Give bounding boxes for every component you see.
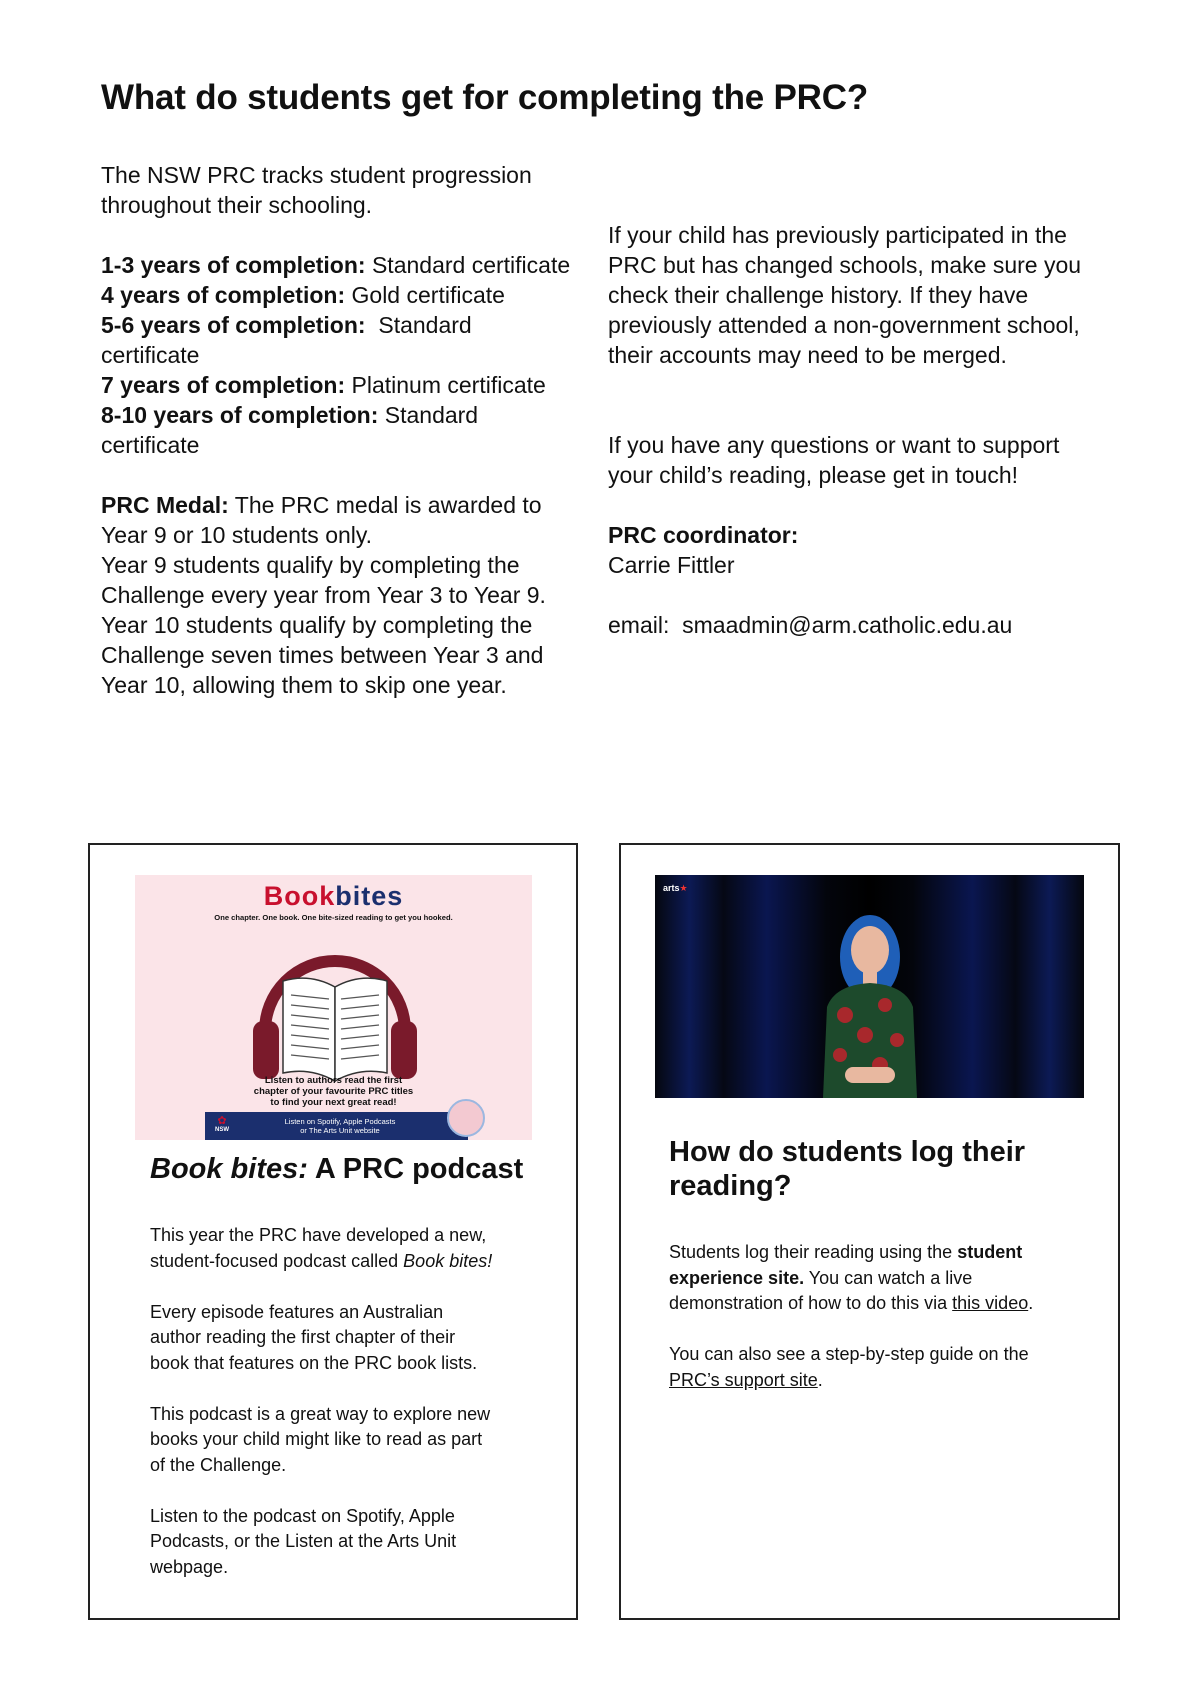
medal-line: Year 9 students qualify by completing the (101, 552, 520, 578)
presenter-figure (805, 905, 935, 1098)
arts-unit-logo: arts★ (663, 883, 688, 893)
level-1-3: 1-3 years of completion: Standard certificate (101, 252, 571, 278)
questions-line: If you have any questions or want to support (608, 432, 1060, 458)
left-column (101, 160, 601, 700)
support-site-link[interactable]: PRC’s support site (669, 1369, 818, 1390)
level-4: 4 years of completion: Gold certificate (101, 282, 505, 308)
podcast-card-body: This year the PRC have developed a new, student-focused podcast called Book bites! Every episode features an Australian author reading the first chapter of their book that features on the PRC book lists. This podcast is a great way to explore new books your child might like to read as part of the Challenge. Listen to the podcast on Spotify, Apple Podcasts, or the Listen at the Arts Unit webpage. (150, 1225, 493, 1577)
bookbites-footer-bar (205, 1112, 468, 1140)
level-7: 7 years of completion: Platinum certificate (101, 372, 546, 398)
medal-line: PRC Medal: The PRC medal is awarded to (101, 492, 542, 518)
medal-line: Year 9 or 10 students only. (101, 522, 373, 548)
coordinator-label: PRC coordinator: (608, 522, 799, 548)
headphones-book-icon (245, 921, 425, 1091)
email-link[interactable]: smaadmin@arm.catholic.edu.au (682, 612, 1013, 638)
history-line: their accounts may need to be merged. (608, 342, 1007, 368)
podcast-badge-icon (447, 1099, 485, 1137)
bookbites-callout: Listen to authors read the first chapter of your favourite PRC titles to find your next great read! (253, 1075, 414, 1108)
bookbites-footer-text: Listen on Spotify, Apple Podcasts or The Arts Unit website (284, 1117, 396, 1135)
intro-line: The NSW PRC tracks student progression (101, 162, 532, 188)
bookbites-tagline: One chapter. One book. One bite-sized reading to get you hooked. (214, 913, 453, 922)
right-column (608, 220, 1128, 640)
medal-line: Challenge seven times between Year 3 and (101, 642, 544, 668)
podcast-card (88, 843, 578, 1620)
level-5-6: 5-6 years of completion: Standard (101, 312, 472, 338)
history-line: PRC but has changed schools, make sure you (608, 252, 1082, 278)
level-5-6-cont: certificate (101, 342, 200, 368)
podcast-card-title: Book bites: A PRC podcast (150, 1153, 524, 1185)
history-line: check their challenge history. If they have (608, 282, 1029, 308)
level-8-10: 8-10 years of completion: Standard (101, 402, 479, 428)
nsw-logo: ✿ NSW (215, 1115, 229, 1133)
questions-line: your child’s reading, please get in touch! (608, 462, 1019, 488)
history-line: previously attended a non-government school, (608, 312, 1080, 338)
medal-line: Year 10 students qualify by completing the (101, 612, 533, 638)
bookbites-logo: Bookbites (263, 881, 404, 911)
intro-line: throughout their schooling. (101, 192, 373, 218)
coordinator-name: Carrie Fittler (608, 552, 735, 578)
page-title: What do students get for completing the PRC? (101, 78, 869, 117)
video-thumbnail[interactable] (655, 875, 1084, 1098)
bookbites-promo-image (135, 875, 532, 1140)
reading-card (619, 843, 1120, 1620)
history-line: If your child has previously participated in the (608, 222, 1067, 248)
reading-card-title: How do students log their reading? (669, 1136, 1026, 1202)
medal-line: Challenge every year from Year 3 to Year 9. (101, 582, 546, 608)
this-video-link[interactable]: this video (952, 1293, 1029, 1313)
medal-line: Year 10, allowing them to skip one year. (101, 672, 507, 698)
reading-card-body: Students log their reading using the student experience site. You can watch a live demonstration of how to do this via this video. You can also see a step-by-step guide on the PRC’s support site. (669, 1242, 1034, 1390)
email-line: email: smaadmin@arm.catholic.edu.au (608, 612, 1013, 638)
level-8-10-cont: certificate (101, 432, 200, 458)
